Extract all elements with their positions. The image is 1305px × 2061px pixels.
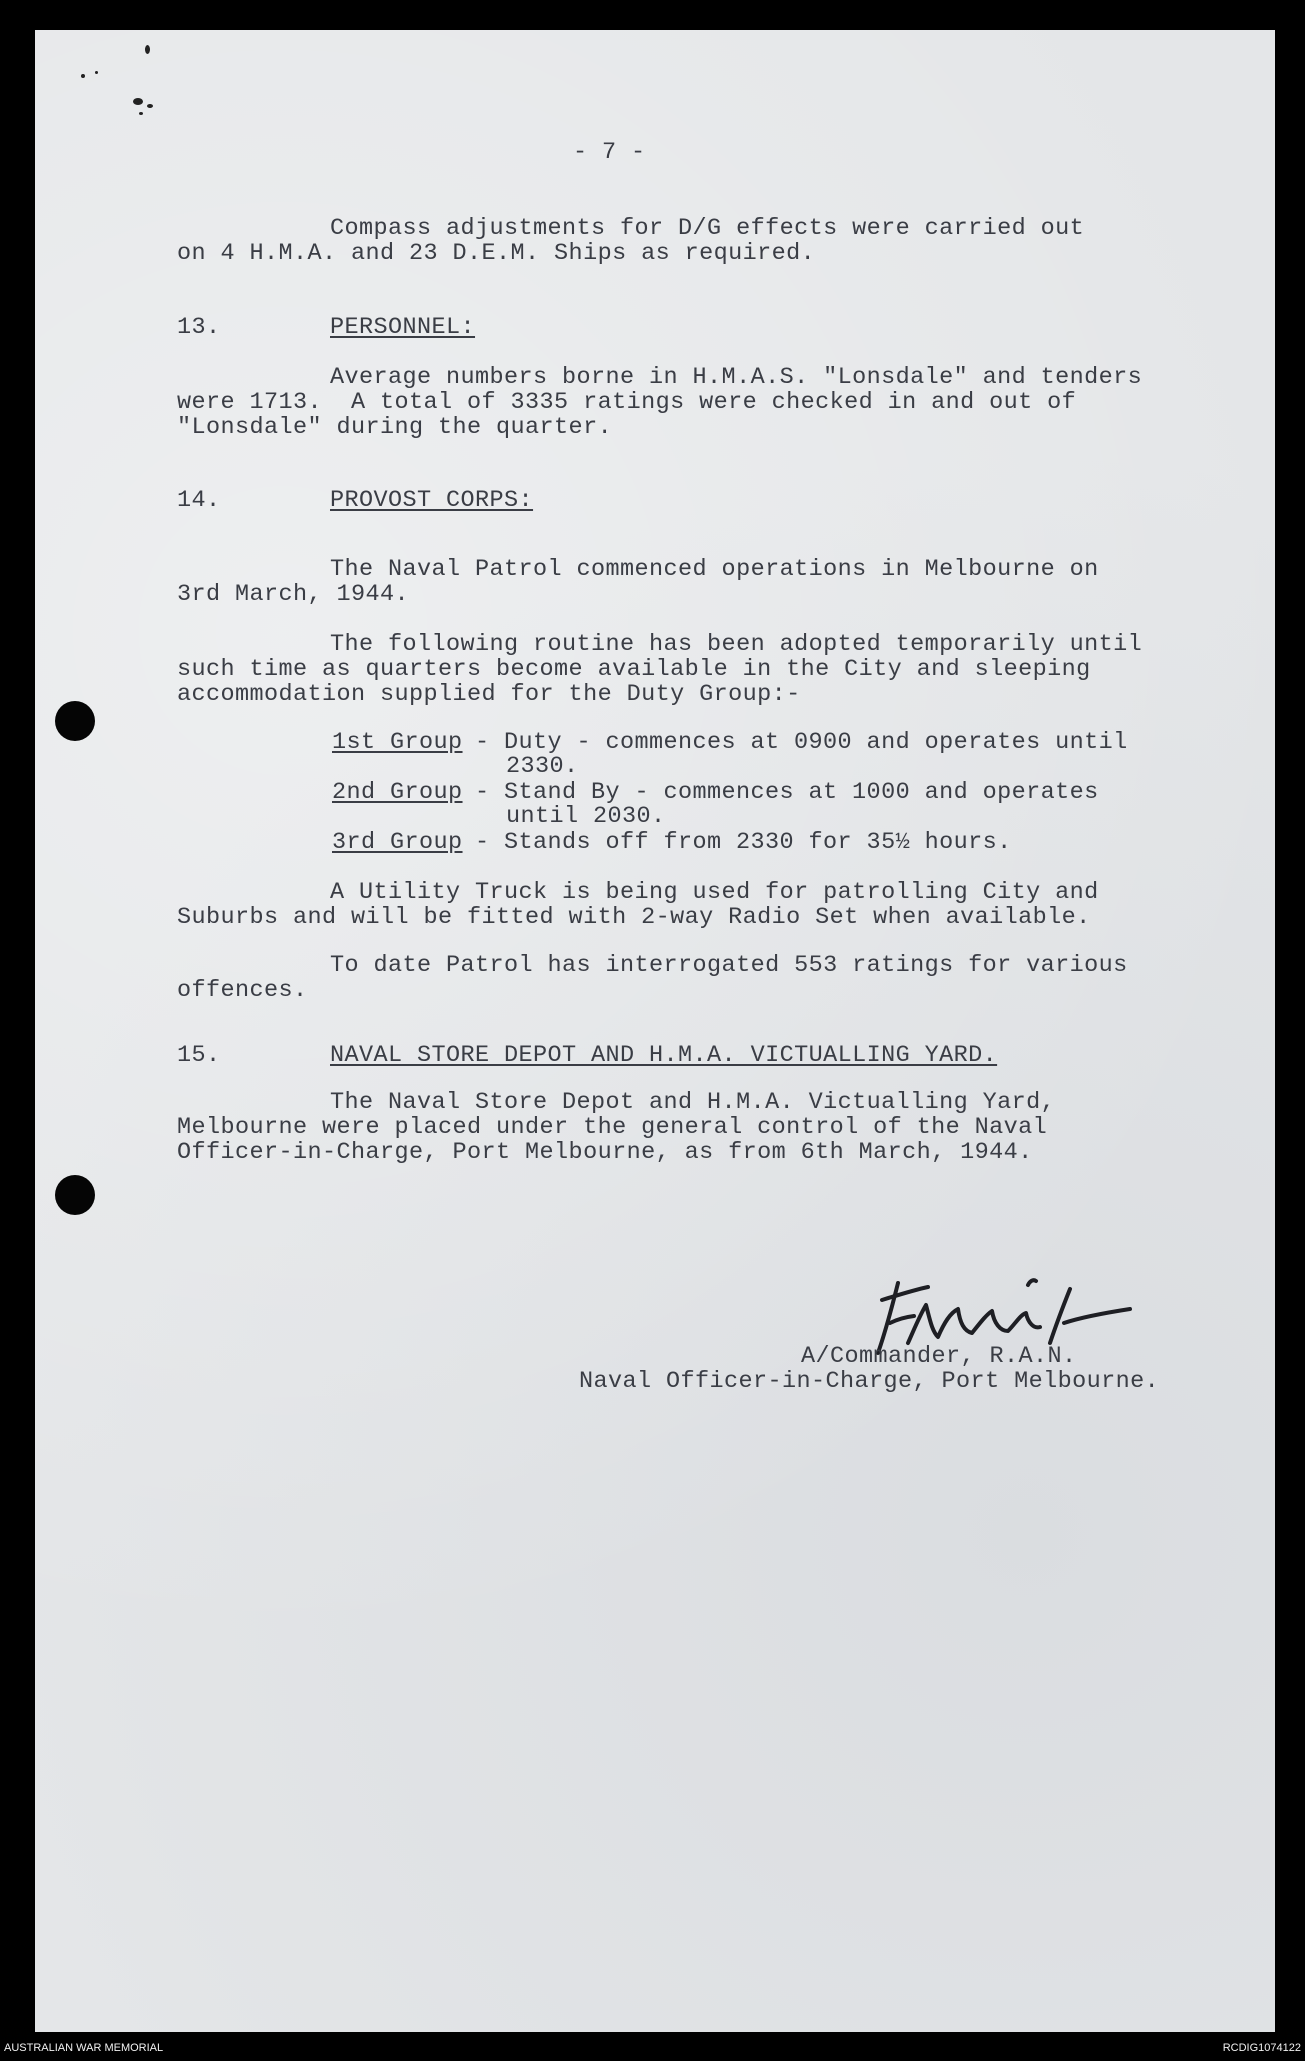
store-depot-line-3: Officer-in-Charge, Port Melbourne, as from 6th March, 1944.	[177, 1139, 1033, 1166]
provost-para4-line-2: offences.	[177, 977, 308, 1004]
store-depot-line-2: Melbourne were placed under the general control of the Naval	[177, 1114, 1048, 1141]
footer-credit: AUSTRALIAN WAR MEMORIAL	[4, 2042, 164, 2054]
provost-para1-line-1: The Naval Patrol commenced operations in Melbourne on	[330, 556, 1099, 583]
provost-para1-line-2: 3rd March, 1944.	[177, 581, 410, 608]
section-number: 15.	[177, 1042, 221, 1069]
group-text: - Stands off from 2330 for 35½ hours.	[475, 829, 1012, 856]
provost-para2-line-1: The following routine has been adopted temporarily until	[330, 631, 1143, 658]
section-heading: NAVAL STORE DEPOT AND H.M.A. VICTUALLING YARD.	[330, 1042, 998, 1069]
provost-para3-line-1: A Utility Truck is being used for patrolling City and	[330, 879, 1099, 906]
footer-id: RCDIG1074122	[1222, 2042, 1301, 2054]
section-heading: PERSONNEL:	[330, 314, 476, 341]
paper-mark	[147, 104, 153, 108]
personnel-line-3: "Lonsdale" during the quarter.	[177, 414, 613, 441]
group-label: 2nd Group	[332, 779, 463, 806]
signature-rank: A/Commander, R.A.N.	[801, 1343, 1077, 1370]
provost-para2-line-2: such time as quarters become available in the City and sleeping	[177, 656, 1091, 683]
punch-hole-top	[55, 701, 95, 741]
paper-mark	[139, 112, 143, 115]
intro-line-1: Compass adjustments for D/G effects were carried out	[330, 215, 1085, 242]
paper-mark	[95, 71, 98, 74]
section-number: 13.	[177, 314, 221, 341]
provost-para2-line-3: accommodation supplied for the Duty Group:-	[177, 681, 801, 708]
group-label: 3rd Group	[332, 829, 463, 856]
provost-para3-line-2: Suburbs and will be fitted with 2-way Radio Set when available.	[177, 904, 1091, 931]
section-number: 14.	[177, 487, 221, 514]
group-text-cont: 2330.	[506, 753, 579, 780]
intro-line-2: on 4 H.M.A. and 23 D.E.M. Ships as required.	[177, 240, 816, 267]
provost-para4-line-1: To date Patrol has interrogated 553 ratings for various	[330, 952, 1128, 979]
group-text: - Duty - commences at 0900 and operates until	[475, 729, 1128, 756]
section-heading: PROVOST CORPS:	[330, 487, 534, 514]
signature-title: Naval Officer-in-Charge, Port Melbourne.	[579, 1368, 1160, 1395]
page-number: - 7 -	[573, 139, 646, 166]
personnel-line-2: were 1713. A total of 3335 ratings were checked in and out of	[177, 389, 1077, 416]
document-page	[35, 30, 1275, 2032]
group-label: 1st Group	[332, 729, 463, 756]
paper-mark	[133, 98, 143, 105]
group-text: - Stand By - commences at 1000 and operates	[475, 779, 1099, 806]
paper-mark	[145, 45, 150, 54]
punch-hole-bottom	[55, 1175, 95, 1215]
group-text-cont: until 2030.	[506, 803, 666, 830]
personnel-line-1: Average numbers borne in H.M.A.S. "Lonsdale" and tenders	[330, 364, 1143, 391]
paper-mark	[81, 74, 85, 78]
store-depot-line-1: The Naval Store Depot and H.M.A. Victualling Yard,	[330, 1089, 1056, 1116]
